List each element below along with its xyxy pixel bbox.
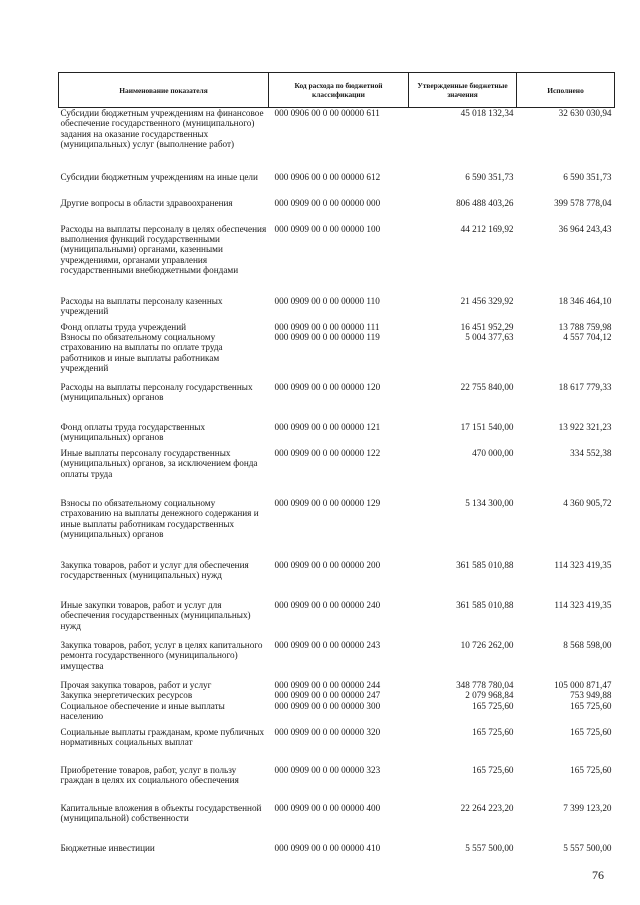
row-executed: 399 578 778,04: [554, 197, 612, 208]
table-row: [59, 448, 615, 498]
table-row: [59, 108, 615, 172]
row-executed: 165 725,60: [570, 764, 612, 775]
row-code: 000 0909 00 0 00 00000 111: [274, 321, 380, 332]
row-executed: 165 725,60: [570, 726, 612, 737]
row-name: Субсидии бюджетным учреждениям на финансовое обеспечение государственного (муниципального) задания на оказание государственных (муниципальных) услуг (выполнение работ): [60, 108, 264, 150]
table-row: [59, 332, 615, 382]
row-name: Прочая закупка товаров, работ и услуг: [60, 679, 212, 690]
row-approved: 470 000,00: [472, 447, 514, 458]
row-approved: 5 557 500,00: [465, 842, 514, 853]
row-approved: 361 585 010,88: [456, 599, 514, 610]
table-row: [59, 224, 615, 296]
row-code: 000 0909 00 0 00 00000 121: [274, 421, 381, 432]
row-executed: 36 964 243,43: [558, 223, 612, 234]
table-row: [59, 640, 615, 680]
row-executed: 18 346 464,10: [558, 295, 612, 306]
row-name: Расходы на выплаты персоналу государственных (муниципальных) органов: [60, 381, 253, 403]
row-name: Иные выплаты персоналу государственных (муниципальных) органов, за исключением фонда оплаты труда: [60, 447, 258, 479]
row-executed: 6 590 351,73: [563, 171, 612, 182]
row-code: 000 0909 00 0 00 00000 129: [274, 497, 381, 508]
row-executed: 4 557 704,12: [563, 331, 612, 342]
table-row: [59, 701, 615, 727]
header-executed: Исполнено: [517, 73, 615, 108]
row-executed: 114 323 419,35: [554, 599, 612, 610]
table-row: [59, 172, 615, 198]
row-executed: 13 788 759,98: [558, 321, 612, 332]
row-executed: 18 617 779,33: [558, 381, 612, 392]
row-code: 000 0909 00 0 00 00000 320: [274, 726, 381, 737]
table-row: [59, 803, 615, 843]
table-row: [59, 422, 615, 448]
row-approved: 348 778 780,04: [456, 679, 514, 690]
row-name: Закупка товаров, работ и услуг для обеспечения государственных (муниципальных) нужд: [60, 559, 249, 581]
row-name: Фонд оплаты труда государственных (муниципальных) органов: [60, 421, 206, 443]
row-approved: 22 755 840,00: [460, 381, 514, 392]
table-row: [59, 198, 615, 224]
row-executed: 7 399 123,20: [563, 802, 612, 813]
row-code: 000 0909 00 0 00 00000 300: [274, 700, 381, 711]
row-code: 000 0909 00 0 00 00000 243: [274, 639, 381, 650]
row-name: Другие вопросы в области здравоохранения: [60, 197, 233, 208]
row-approved: 2 079 968,84: [465, 690, 514, 701]
row-approved: 5 004 377,63: [465, 331, 514, 342]
row-executed: 13 922 321,23: [558, 421, 612, 432]
row-code: 000 0909 00 0 00 00000 100: [274, 223, 381, 234]
row-code: 000 0909 00 0 00 00000 244: [274, 679, 381, 690]
row-name: Фонд оплаты труда учреждений: [60, 321, 187, 332]
row-approved: 10 726 262,00: [460, 639, 514, 650]
row-name: Закупка энергетических ресурсов: [60, 690, 193, 701]
row-approved: 21 456 329,92: [460, 295, 514, 306]
row-name: Капитальные вложения в объекты государственной (муниципальной) собственности: [60, 802, 262, 824]
row-code: 000 0909 00 0 00 00000 119: [274, 331, 380, 342]
row-executed: 753 949,88: [570, 690, 612, 701]
table-row: [59, 296, 615, 322]
table-header: [59, 73, 615, 108]
row-approved: 44 212 169,92: [460, 223, 514, 234]
row-executed: 334 552,38: [570, 447, 612, 458]
row-code: 000 0909 00 0 00 00000 120: [274, 381, 381, 392]
row-code: 000 0909 00 0 00 00000 240: [274, 599, 381, 610]
row-approved: 165 725,60: [472, 700, 514, 711]
row-name: Социальное обеспечение и иные выплаты населению: [60, 700, 225, 722]
row-approved: 22 264 223,20: [460, 802, 514, 813]
table-row: [59, 727, 615, 765]
table-row: [59, 600, 615, 640]
table-row: [59, 560, 615, 600]
row-name: Социальные выплаты гражданам, кроме публичных нормативных социальных выплат: [60, 726, 265, 748]
row-code: 000 0909 00 0 00 00000 410: [274, 842, 381, 853]
table-row: [59, 680, 615, 690]
budget-report-sheet: [58, 72, 614, 857]
row-executed: 8 568 598,00: [563, 639, 612, 650]
row-code: 000 0906 00 0 00 00000 611: [274, 108, 380, 118]
row-name: Взносы по обязательному социальному страхованию на выплаты по оплате труда работников и иные выплаты работникам учреждений: [60, 331, 223, 374]
page-number: 76: [592, 868, 604, 882]
table-row: [59, 843, 615, 857]
row-name: Расходы на выплаты персоналу казенных учреждений: [60, 295, 223, 316]
row-code: 000 0909 00 0 00 00000 323: [274, 764, 381, 775]
row-name: Закупка товаров, работ, услуг в целях капитального ремонта государственного (муниципального) имущества: [60, 639, 263, 671]
table-body: [59, 108, 615, 857]
row-approved: 165 725,60: [472, 764, 514, 775]
row-code: 000 0906 00 0 00 00000 612: [274, 171, 381, 182]
row-name: Субсидии бюджетным учреждениям на иные цели: [60, 171, 258, 182]
row-name: Бюджетные инвестиции: [60, 842, 155, 853]
header-name: Наименование показателя: [59, 73, 269, 108]
row-executed: 32 630 030,94: [558, 108, 612, 118]
row-name: Взносы по обязательному социальному страхованию на выплаты денежного содержания и иные выплаты работникам государственных (муниципальных) органов: [60, 497, 259, 540]
row-executed: 5 557 500,00: [563, 842, 612, 853]
table-row: [59, 498, 615, 560]
row-executed: 4 360 905,72: [563, 497, 612, 508]
row-name: Расходы на выплаты персоналу в целях обеспечения выполнения функций государственными (муниципальными) органами, казенными учреждениями, органами управления государственными внебюджетными фондами: [60, 223, 267, 276]
row-code: 000 0909 00 0 00 00000 122: [274, 447, 381, 458]
row-approved: 45 018 132,34: [460, 108, 514, 118]
row-code: 000 0909 00 0 00 00000 247: [274, 690, 381, 701]
row-name: Приобретение товаров, работ, услуг в пользу граждан в целях их социального обеспечения: [60, 764, 239, 786]
row-code: 000 0909 00 0 00 00000 200: [274, 559, 381, 570]
row-code: 000 0909 00 0 00 00000 110: [274, 295, 380, 306]
table-row: [59, 765, 615, 803]
row-executed: 105 000 871,47: [554, 679, 612, 690]
row-executed: 114 323 419,35: [554, 559, 612, 570]
budget-expense-table: [58, 72, 615, 857]
header-approved: Утвержденные бюджетные значения: [409, 73, 517, 108]
row-approved: 165 725,60: [472, 726, 514, 737]
row-approved: 361 585 010,88: [456, 559, 514, 570]
header-code: Код расхода по бюджетной классификации: [269, 73, 409, 108]
row-approved: 17 151 540,00: [460, 421, 514, 432]
row-approved: 16 451 952,29: [460, 321, 514, 332]
row-executed: 165 725,60: [570, 700, 612, 711]
table-row: [59, 322, 615, 332]
table-row: [59, 690, 615, 700]
row-name: Иные закупки товаров, работ и услуг для обеспечения государственных (муниципальных) нужд: [60, 599, 251, 631]
row-code: 000 0909 00 0 00 00000 000: [274, 197, 381, 208]
table-row: [59, 382, 615, 422]
row-approved: 5 134 300,00: [465, 497, 514, 508]
row-approved: 6 590 351,73: [465, 171, 514, 182]
row-code: 000 0909 00 0 00 00000 400: [274, 802, 381, 813]
row-approved: 806 488 403,26: [456, 197, 514, 208]
